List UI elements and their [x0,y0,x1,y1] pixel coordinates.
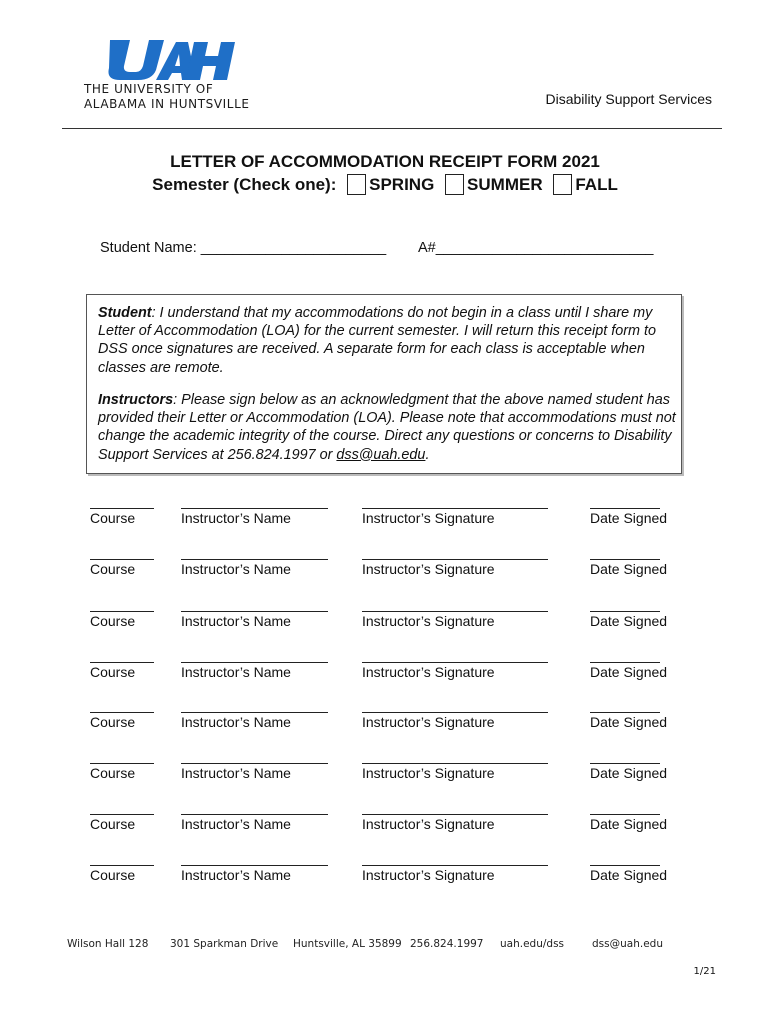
date-signed-line[interactable] [590,549,660,560]
instructor-signature-cell [362,804,548,832]
footer-phone: 256.824.1997 [410,938,484,950]
course-cell [90,804,154,832]
department-name: Disability Support Services [545,91,712,107]
instructor-name-line[interactable] [181,855,328,866]
instructor-name-line[interactable] [181,804,328,815]
footer-email[interactable]: dss@uah.edu [592,938,663,950]
signature-row [0,652,770,682]
instructors-paragraph [98,391,680,464]
course-cell [90,753,154,781]
date-signed-cell [590,753,668,781]
course-line[interactable] [90,652,154,663]
summer-option-label: SUMMER [467,175,543,194]
signature-row [0,498,770,528]
course-label: Course [90,816,136,832]
page-number: 1/21 [693,966,716,977]
logo-text-line1: THE UNIVERSITY OF [84,82,214,96]
date-signed-cell [590,601,668,629]
instructor-signature-cell [362,753,548,781]
footer-street: 301 Sparkman Drive [170,938,279,950]
instructor-name-cell [181,855,328,883]
course-line[interactable] [90,855,154,866]
instructor-name-line[interactable] [181,498,328,509]
instructor-signature-cell [362,498,548,526]
instructor-signature-label: Instructor’s Signature [362,816,495,832]
instructor-signature-line[interactable] [362,804,548,815]
instructor-signature-cell [362,549,548,577]
footer-building: Wilson Hall 128 [67,938,149,950]
fall-checkbox[interactable] [553,174,572,195]
date-signed-label: Date Signed [590,765,668,781]
course-label: Course [90,867,136,883]
instructor-name-cell [181,652,328,680]
signature-row [0,702,770,732]
date-signed-cell [590,549,668,577]
date-signed-line[interactable] [590,652,660,663]
instructors-text: : Please sign below as an acknowledgment that the above named student has provided their Letter or Accommodation (LOA). Please note that accommodations must not change the academic integrity of the course. Direct any questions or concerns to Disability Support Services at 256.824.1997 or [98,392,676,463]
instructor-signature-line[interactable] [362,498,548,509]
date-signed-cell [590,855,668,883]
instructor-name-label: Instructor’s Name [181,613,291,629]
instructor-name-label: Instructor’s Name [181,561,291,577]
instructor-name-label: Instructor’s Name [181,867,291,883]
instructor-name-label: Instructor’s Name [181,765,291,781]
student-name-field[interactable]: Student Name: _______________________ [100,240,387,256]
signature-row [0,804,770,834]
instructor-name-label: Instructor’s Name [181,510,291,526]
instructor-signature-line[interactable] [362,601,548,612]
instructor-signature-cell [362,601,548,629]
date-signed-label: Date Signed [590,510,668,526]
date-signed-line[interactable] [590,753,660,764]
semester-label: Semester (Check one): [152,175,337,194]
date-signed-cell [590,652,668,680]
university-logo [84,38,264,112]
spring-checkbox[interactable] [347,174,366,195]
instructor-name-cell [181,702,328,730]
course-cell [90,498,154,526]
course-label: Course [90,714,136,730]
student-heading: Student [98,305,152,321]
date-signed-cell [590,804,668,832]
date-signed-line[interactable] [590,498,660,509]
instructor-name-line[interactable] [181,601,328,612]
course-cell [90,855,154,883]
instructor-name-cell [181,601,328,629]
instructor-signature-label: Instructor’s Signature [362,613,495,629]
instructor-signature-cell [362,652,548,680]
date-signed-label: Date Signed [590,561,668,577]
footer-web[interactable]: uah.edu/dss [500,938,565,950]
course-line[interactable] [90,753,154,764]
header-divider [62,128,722,129]
instructor-signature-line[interactable] [362,702,548,713]
signature-row [0,753,770,783]
instructor-name-cell [181,549,328,577]
date-signed-cell [590,702,668,730]
instructor-name-cell [181,804,328,832]
course-label: Course [90,765,136,781]
instructor-name-line[interactable] [181,652,328,663]
student-paragraph [98,304,680,377]
course-line[interactable] [90,498,154,509]
instructor-signature-cell [362,855,548,883]
date-signed-label: Date Signed [590,664,668,680]
date-signed-line[interactable] [590,855,660,866]
instructor-signature-line[interactable] [362,549,548,560]
signature-row [0,601,770,631]
date-signed-label: Date Signed [590,613,668,629]
instructor-name-label: Instructor’s Name [181,664,291,680]
footer-city: Huntsville, AL 35899 [293,938,402,950]
instructor-signature-label: Instructor’s Signature [362,867,495,883]
instructor-name-line[interactable] [181,753,328,764]
instructor-signature-label: Instructor’s Signature [362,561,495,577]
signature-row [0,549,770,579]
spring-option-label: SPRING [369,175,435,194]
form-title: LETTER OF ACCOMMODATION RECEIPT FORM 2021 [170,152,600,171]
course-label: Course [90,613,136,629]
instructor-signature-label: Instructor’s Signature [362,714,495,730]
course-cell [90,652,154,680]
course-label: Course [90,510,136,526]
instructor-signature-line[interactable] [362,855,548,866]
date-signed-label: Date Signed [590,714,668,730]
course-line[interactable] [90,601,154,612]
instructor-signature-line[interactable] [362,652,548,663]
date-signed-cell [590,498,668,526]
instructor-signature-label: Instructor’s Signature [362,510,495,526]
a-number-field[interactable]: A#___________________________ [418,240,654,256]
instructor-signature-cell [362,702,548,730]
instructor-name-cell [181,753,328,781]
instructor-name-label: Instructor’s Name [181,816,291,832]
uah-logo-mark [106,38,236,82]
fall-option-label: FALL [575,175,618,194]
student-text: : I understand that my accommodations do not begin in a class until I share my Letter of Accommodation (LOA) for the current semester. I will return this receipt form to DSS once signatures are received. A separate form for each class is acceptable when classes are remote. [98,305,656,376]
course-line[interactable] [90,702,154,713]
instructor-signature-label: Instructor’s Signature [362,765,495,781]
signature-row [0,855,770,885]
logo-text-line2: ALABAMA IN HUNTSVILLE [84,97,250,111]
date-signed-line[interactable] [590,601,660,612]
date-signed-label: Date Signed [590,816,668,832]
course-line[interactable] [90,804,154,815]
semester-selector [0,174,770,195]
instructors-text-end: . [425,446,430,463]
date-signed-label: Date Signed [590,867,668,883]
course-label: Course [90,561,136,577]
instructor-signature-line[interactable] [362,753,548,764]
instructions-box [86,294,682,474]
dss-email-link[interactable]: dss@uah.edu [336,446,426,463]
date-signed-line[interactable] [590,804,660,815]
course-cell [90,601,154,629]
instructor-name-label: Instructor’s Name [181,714,291,730]
course-cell [90,549,154,577]
course-line[interactable] [90,549,154,560]
course-cell [90,702,154,730]
instructor-name-line[interactable] [181,702,328,713]
instructors-heading: Instructors [98,392,174,408]
course-label: Course [90,664,136,680]
instructor-signature-label: Instructor’s Signature [362,664,495,680]
date-signed-line[interactable] [590,702,660,713]
instructor-name-line[interactable] [181,549,328,560]
instructor-name-cell [181,498,328,526]
summer-checkbox[interactable] [445,174,464,195]
